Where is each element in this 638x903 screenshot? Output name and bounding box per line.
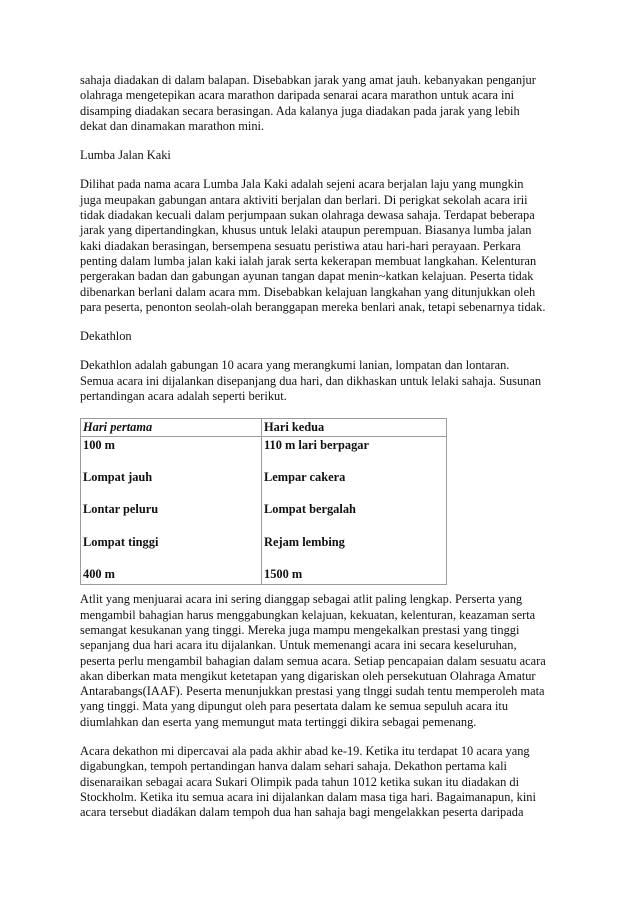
day1-events	[81, 436, 262, 584]
dekathlon-schedule-table	[80, 418, 447, 585]
paragraph-sejarah: Acara dekathon mi dipercavai ala pada akhir abad ke-19. Ketika itu terdapat 10 acara yang digabungkan, tempoh pertandingan hanva dalam sehari sahaja. Dekathon pertama kali disenaraikan sebagai acara Sukari Olimpik pada tahun 1012 ketika sukan itu diadakan di Stockholm. Ketika itu semua acara ini dijalankan dalam masa tiga hari. Bagaimanapun, kini acara tersebut diadákan dalam tempoh dua han sahaja bagi mengelakkan peserta daripada	[80, 744, 536, 820]
day2-event-list: 110 m lari berpagar Lempar cakera Lompat bergalah Rejam lembing 1500 m	[264, 437, 369, 582]
header-hari-kedua: Hari kedua	[262, 419, 447, 437]
day1-event-list: 100 m Lompat jauh Lontar peluru Lompat tinggi 400 m	[83, 437, 159, 582]
heading-lumba-jalan-kaki: Lumba Jalan Kaki	[80, 148, 171, 163]
day2-events	[262, 436, 447, 584]
paragraph-lumba-jalan-kaki: Dilihat pada nama acara Lumba Jala Kaki adalah sejeni acara berjalan laju yang mungkin juga meupakan gabungan antara aktiviti berjalan dan berlari. Di perigkat sekolah acara irii tidak diadakan kecuali dalam perjumpaan sukan olahraga dewasa sahaja. Terdapat beberapa jarak yang dipertandingkan, khusus untuk lelaki ataupun perempuan. Biasanya lumba jalan kaki diadakan berasingan, bersempena sesuatu peristiwa atau hari-hari perayaan. Perkara penting dalam lumba jalan kaki ialah jarak serta kekerapan membuat langkahan. Kelenturan pergerakan badan dan gabungan ayunan tangan dapat menin~katkan kelajuan. Peserta tidak dibenarkan berlani dalam acara mm. Disebabkan kelajuan langkahan yang ditunjukkan oleh para peserta, penonton seolah-olah beranggapan mereka benlari anak, tetapi sebenarnya tidak.	[80, 177, 546, 314]
table-row	[81, 436, 447, 584]
paragraph-dekathlon-intro: Dekathlon adalah gabungan 10 acara yang merangkumi lanian, lompatan dan lontaran. Semua acara ini dijalankan disepanjang dua hari, dan dikhaskan untuk lelaki sahaja. Susunan pertandingan acara adalah seperti berikut.	[80, 358, 542, 404]
heading-dekathlon: Dekathlon	[80, 329, 132, 344]
header-hari-pertama: Hari pertama	[81, 419, 262, 437]
document-page	[80, 73, 566, 834]
paragraph-marathon: sahaja diadakan di dalam balapan. Disebabkan jarak yang amat jauh. kebanyakan penganjur olahraga mengetepikan acara marathon daripada senarai acara marathon untuk acara ini disamping diadakan secara berasingan. Ada kalanya juga diadakan pada jarak yang lebih dekat dan dinamakan marathon mini.	[80, 73, 536, 133]
paragraph-atlit: Atlit yang menjuarai acara ini sering dianggap sebagai atlit paling lengkap. Perserta yang mengambil bahagian harus menggabungkan kelajuan, kekuatan, kelenturan, keazaman serta semangat kesukanan yang tinggi. Mereka juga mampu mengekalkan prestasi yang tinggi sepanjang dua hari acara itu dijalankan. Untuk memenangi acara ini secara keseluruhan, peserta perlu mengambil bahagian dalam semua acara. Setiap pencapaian dalam sesuatu acara akan diberkan mata mengikut ketetapan yang digariskan oleh persekutuan Olahraga Amatur Antarabangs(IAAF). Peserta menunjukkan prestasi yang tlnggi sudah tentu memperoleh mata yang tinggi. Mata yang dipungut oleh para pesertata dalam ke semua sepuluh acara itu diumlahkan dan eserta yang memungut mata tertinggi dikira sebagai pemenang.	[80, 592, 546, 729]
